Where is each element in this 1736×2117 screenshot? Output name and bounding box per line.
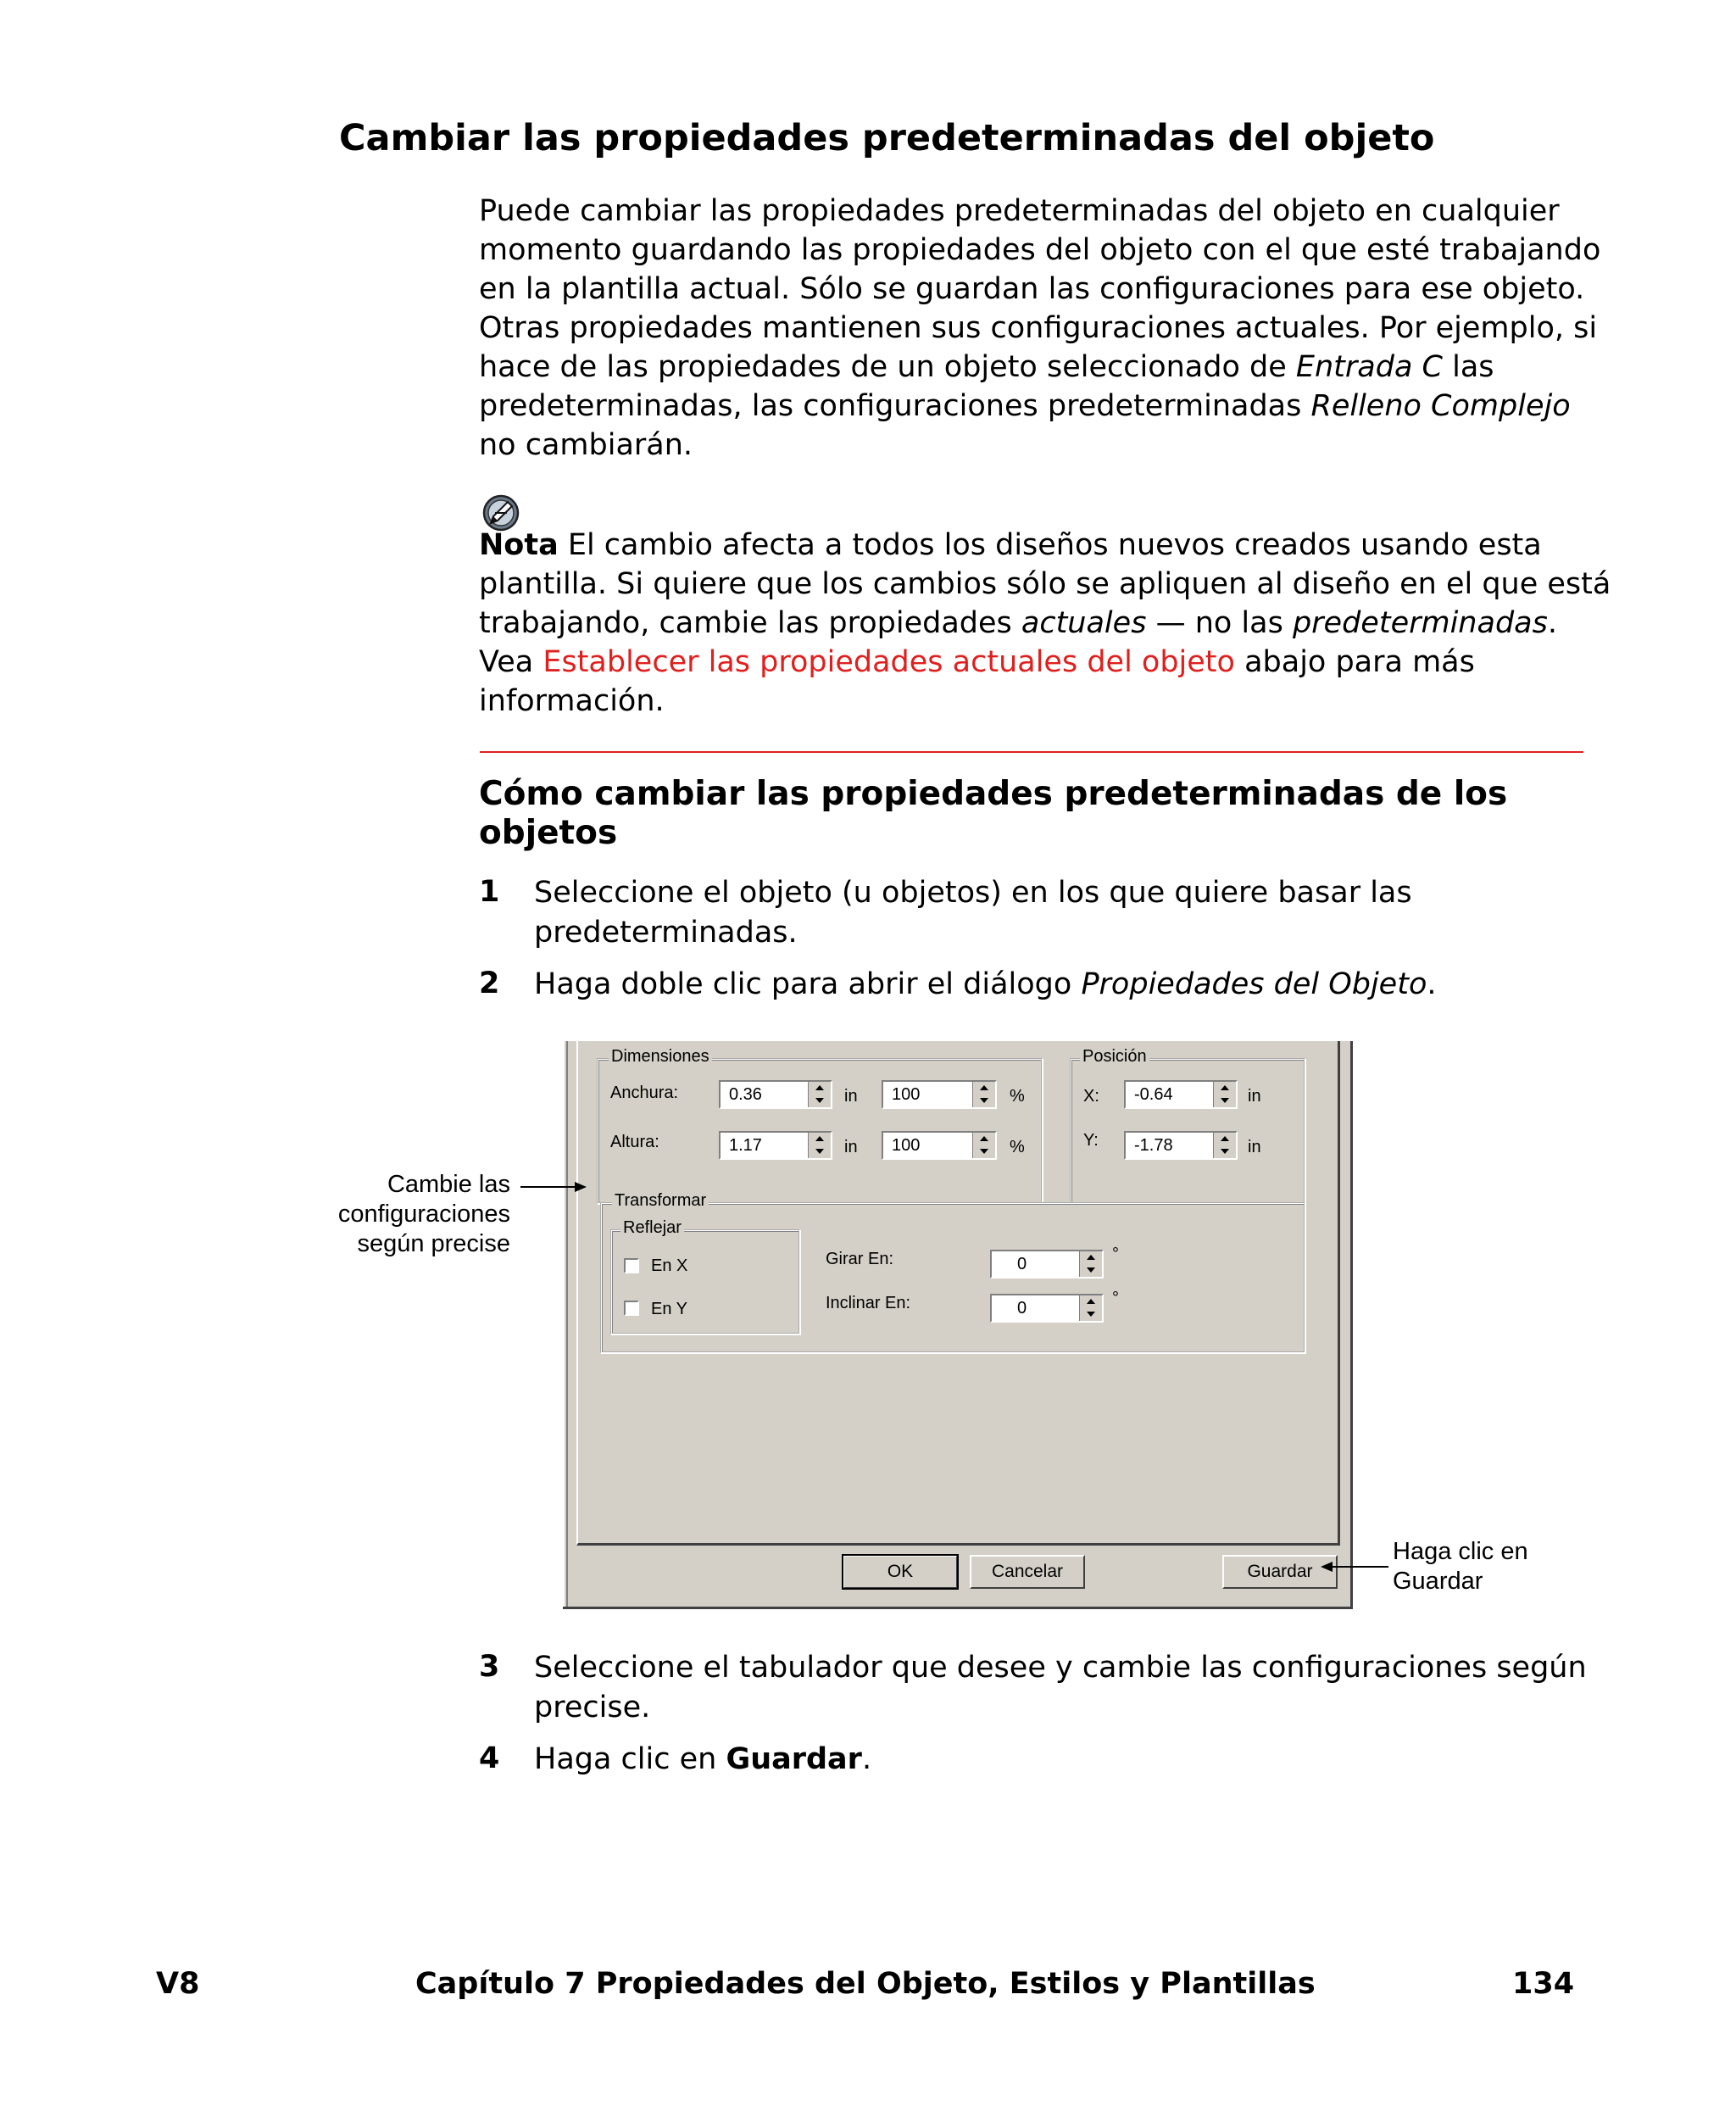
italic-term: Entrada C bbox=[1295, 350, 1443, 384]
divider bbox=[480, 751, 1583, 753]
y-label: Y: bbox=[1083, 1131, 1099, 1150]
spin-arrows-icon[interactable] bbox=[808, 1133, 831, 1158]
height-percent-spinner[interactable] bbox=[882, 1131, 997, 1160]
callout-arrow-right-icon bbox=[519, 1180, 588, 1194]
height-percent-value: 100 bbox=[892, 1136, 921, 1155]
mirror-x-checkbox[interactable] bbox=[624, 1258, 639, 1273]
step-text: precise. bbox=[534, 1691, 651, 1724]
intro-line bbox=[479, 387, 1571, 426]
note-line bbox=[479, 643, 1475, 682]
percent-unit: % bbox=[1010, 1087, 1025, 1106]
spin-arrows-icon[interactable] bbox=[1213, 1082, 1236, 1107]
procedure-title: objetos bbox=[479, 814, 618, 852]
save-button[interactable]: Guardar bbox=[1222, 1555, 1338, 1589]
spin-arrows-icon[interactable] bbox=[808, 1082, 831, 1107]
spin-arrows-icon[interactable] bbox=[972, 1082, 995, 1107]
text: Vea bbox=[479, 645, 543, 679]
text: hace de las propiedades de un objeto seleccionado de bbox=[479, 350, 1296, 384]
height-label: Altura: bbox=[610, 1133, 659, 1151]
text: Haga clic en bbox=[534, 1742, 726, 1776]
italic-term: actuales bbox=[1021, 606, 1147, 640]
mirror-y-label: En Y bbox=[651, 1300, 687, 1318]
text: las bbox=[1442, 350, 1494, 384]
italic-term: predeterminadas bbox=[1292, 606, 1548, 640]
callout-arrow-left-icon bbox=[1319, 1560, 1390, 1574]
x-unit: in bbox=[1248, 1087, 1261, 1106]
step-number: 3 bbox=[479, 1650, 500, 1684]
step-text: Seleccione el tabulador que desee y cambie las configuraciones según bbox=[534, 1651, 1587, 1685]
mirror-group-title: Reflejar bbox=[620, 1218, 684, 1238]
step-text: predeterminadas. bbox=[534, 916, 798, 950]
spin-arrows-icon[interactable] bbox=[972, 1133, 995, 1158]
cross-reference-link[interactable]: Establecer las propiedades actuales del objeto bbox=[542, 645, 1235, 679]
italic-term: Relleno Complejo bbox=[1310, 389, 1571, 423]
text: trabajando, cambie las propiedades bbox=[479, 606, 1021, 640]
callout-line: configuraciones bbox=[337, 1201, 510, 1228]
note-line bbox=[479, 526, 1542, 565]
width-unit: in bbox=[844, 1087, 858, 1106]
note-line: información. bbox=[479, 684, 665, 718]
callout-line: Guardar bbox=[1393, 1568, 1483, 1595]
spin-arrows-icon[interactable] bbox=[1213, 1133, 1236, 1158]
mirror-x-label: En X bbox=[651, 1256, 688, 1275]
object-properties-dialog bbox=[563, 1041, 1353, 1609]
intro-line: Otras propiedades mantienen sus configuraciones actuales. Por ejemplo, si bbox=[479, 311, 1598, 345]
skew-label: Inclinar En: bbox=[826, 1294, 911, 1312]
transform-group-title: Transformar bbox=[612, 1191, 709, 1211]
intro-line: en la plantilla actual. Sólo se guardan las configuraciones para ese objeto. bbox=[479, 272, 1585, 306]
step-text bbox=[534, 967, 1437, 1001]
text: . bbox=[1547, 606, 1557, 640]
x-label: X: bbox=[1083, 1087, 1099, 1106]
callout-line: según precise bbox=[357, 1230, 510, 1257]
ok-button[interactable]: OK bbox=[843, 1555, 958, 1589]
dimensions-group-title: Dimensiones bbox=[609, 1047, 712, 1067]
rotate-label: Girar En: bbox=[826, 1250, 894, 1268]
step-number: 4 bbox=[479, 1741, 500, 1775]
text: abajo para más bbox=[1234, 645, 1475, 679]
intro-line bbox=[479, 348, 1494, 387]
step-number: 1 bbox=[479, 875, 500, 909]
spin-arrows-icon[interactable] bbox=[1079, 1251, 1102, 1277]
text: predeterminadas, las configuraciones predeterminadas bbox=[479, 389, 1311, 423]
degree-unit: ° bbox=[1112, 1289, 1119, 1307]
intro-line: momento guardando las propiedades del objeto con el que esté trabajando bbox=[479, 233, 1601, 267]
width-spinner[interactable] bbox=[719, 1080, 832, 1109]
cancel-button[interactable]: Cancelar bbox=[970, 1555, 1085, 1589]
callout-line: Haga clic en bbox=[1393, 1538, 1528, 1565]
text: — no las bbox=[1146, 606, 1293, 640]
y-position-value: -1.78 bbox=[1134, 1136, 1173, 1155]
height-unit: in bbox=[844, 1138, 858, 1156]
bold-term: Guardar bbox=[726, 1742, 862, 1776]
mirror-group bbox=[610, 1229, 800, 1334]
skew-value: 0 bbox=[1017, 1299, 1027, 1318]
note-line: plantilla. Si quiere que los cambios sólo se apliquen al diseño en el que está bbox=[479, 567, 1611, 601]
section-heading: Cambiar las propiedades predeterminadas del objeto bbox=[339, 117, 1435, 159]
width-percent-spinner[interactable] bbox=[882, 1080, 997, 1109]
left-callout bbox=[329, 1170, 510, 1259]
italic-term: Propiedades del Objeto bbox=[1081, 967, 1427, 1001]
rotate-spinner[interactable] bbox=[990, 1250, 1104, 1279]
y-position-spinner[interactable] bbox=[1124, 1131, 1238, 1160]
step-number: 2 bbox=[479, 967, 500, 1000]
x-position-value: -0.64 bbox=[1134, 1085, 1173, 1104]
width-value: 0.36 bbox=[729, 1085, 762, 1104]
x-position-spinner[interactable] bbox=[1124, 1080, 1238, 1109]
intro-line: Puede cambiar las propiedades predeterminadas del objeto en cualquier bbox=[479, 194, 1560, 228]
footer-version: V8 bbox=[156, 1967, 200, 2001]
width-label: Anchura: bbox=[610, 1084, 679, 1102]
page-number: 134 bbox=[1512, 1967, 1575, 2001]
text: . bbox=[861, 1742, 872, 1776]
width-percent-value: 100 bbox=[892, 1085, 921, 1104]
rotate-value: 0 bbox=[1017, 1255, 1027, 1273]
spin-arrows-icon[interactable] bbox=[1079, 1295, 1102, 1321]
callout-line: Cambie las bbox=[387, 1171, 510, 1198]
text: . bbox=[1427, 967, 1437, 1001]
degree-unit: ° bbox=[1112, 1245, 1119, 1263]
note-line bbox=[479, 604, 1557, 643]
text: El cambio afecta a todos los diseños nuevos creados usando esta bbox=[567, 528, 1542, 562]
note-label: Nota bbox=[479, 528, 559, 562]
intro-line: no cambiarán. bbox=[479, 428, 693, 462]
step-text bbox=[534, 1742, 871, 1776]
percent-unit: % bbox=[1010, 1138, 1025, 1156]
right-callout bbox=[1393, 1537, 1528, 1596]
procedure-title: Cómo cambiar las propiedades predeterminadas de los bbox=[479, 775, 1508, 813]
step-text: Seleccione el objeto (u objetos) en los que quiere basar las bbox=[534, 876, 1412, 910]
footer-chapter: Capítulo 7 Propiedades del Objeto, Estilos y Plantillas bbox=[415, 1967, 1316, 2001]
height-value: 1.17 bbox=[729, 1136, 762, 1155]
text: Haga doble clic para abrir el diálogo bbox=[534, 967, 1082, 1001]
mirror-y-checkbox[interactable] bbox=[624, 1301, 639, 1316]
y-unit: in bbox=[1248, 1138, 1261, 1156]
position-group-title: Posición bbox=[1080, 1047, 1149, 1067]
height-spinner[interactable] bbox=[719, 1131, 832, 1160]
skew-spinner[interactable] bbox=[990, 1294, 1104, 1323]
